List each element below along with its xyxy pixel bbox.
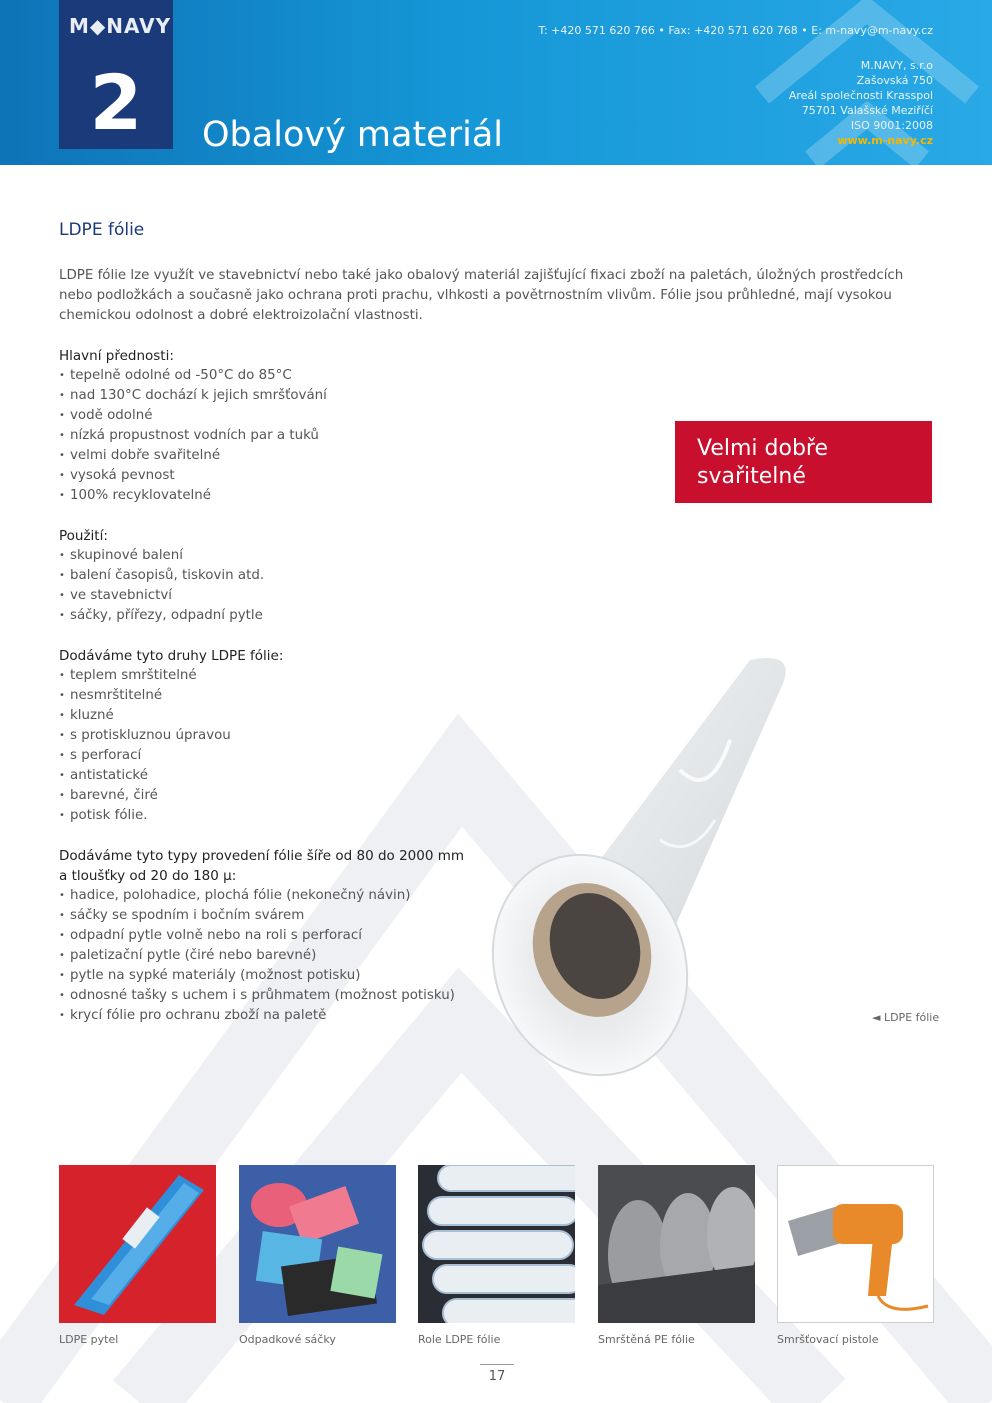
variants-heading [59, 846, 464, 886]
list-item: • odpadní pytle volně nebo na roli s perforací [59, 926, 464, 946]
list-item: • vodě odolné [59, 406, 327, 426]
highlight-callout [675, 421, 932, 503]
intro-paragraph: LDPE fólie lze využít ve stavebnictví nebo také jako obalový materiál zajišťující fixaci zboží na paletách, úložných prostředcích nebo podložkách a současně jako ochrana proti prachu, vlhkosti a povětrnostním vlivům. Fólie jsou průhledné, mají vysokou chemickou odolnost a dobré elektroizolační vlastnosti. [59, 268, 904, 323]
list-item: • skupinové balení [59, 546, 264, 566]
usage-list [59, 546, 264, 626]
brand-logo: M◆NAVY [69, 14, 172, 38]
list-item: • antistatické [59, 766, 283, 786]
website-link[interactable]: www.m-navy.cz [837, 134, 933, 147]
address-line: Zašovská 750 [856, 74, 933, 87]
list-item: • balení časopisů, tiskovin atd. [59, 566, 264, 586]
list-item: • vysoká pevnost [59, 466, 327, 486]
list-item: • potisk fólie. [59, 806, 283, 826]
ldpe-roll-image [480, 650, 800, 1090]
page-number: 17 [488, 1369, 506, 1384]
address-line: M.NAVY, s.r.o [860, 59, 933, 72]
list-item: • s perforací [59, 746, 283, 766]
advantages-heading: Hlavní přednosti: [59, 348, 174, 364]
list-item: • kluzné [59, 706, 283, 726]
thumbnail-caption: Smršťovací pistole [777, 1333, 879, 1346]
address-line: Areál společnosti Krasspol [788, 89, 933, 102]
list-item: • paletizační pytle (čiré nebo barevné) [59, 946, 464, 966]
thumbnail-shrink-gun [777, 1165, 934, 1323]
thumbnail-caption: Odpadkové sáčky [239, 1333, 336, 1346]
chapter-number: 2 [89, 58, 143, 147]
list-item: • barevné, čiré [59, 786, 283, 806]
list-item: • ve stavebnictví [59, 586, 264, 606]
callout-line2: svařitelné [697, 464, 806, 489]
page-header [0, 0, 992, 165]
address-line: 75701 Valašské Meziříčí [801, 104, 933, 117]
variants-heading-line2: a tloušťky od 20 do 180 µ: [59, 868, 237, 884]
list-item: • tepelně odolné od -50°C do 85°C [59, 366, 327, 386]
thumbnail-shrink-film [598, 1165, 755, 1323]
thumbnail-caption: Smrštěná PE fólie [598, 1333, 695, 1346]
advantages-block [59, 346, 327, 506]
usage-heading: Použití: [59, 528, 108, 544]
chapter-title: Obalový materiál [202, 115, 503, 155]
thumbnail-ldpe-bag [59, 1165, 216, 1323]
variants-heading-line1: Dodáváme tyto typy provedení fólie šíře od 80 do 2000 mm [59, 848, 465, 864]
thumbnail-caption: LDPE pytel [59, 1333, 119, 1346]
list-item: • 100% recyklovatelné [59, 486, 327, 506]
callout-line1: Velmi dobře [697, 436, 829, 461]
list-item: • sáčky, přířezy, odpadní pytle [59, 606, 264, 626]
address-line: ISO 9001:2008 [850, 119, 933, 132]
list-item: • nad 130°C dochází k jejich smršťování [59, 386, 327, 406]
list-item: • hadice, polohadice, plochá fólie (nekonečný návin) [59, 886, 464, 906]
list-item: • nesmrštitelné [59, 686, 283, 706]
types-list [59, 666, 283, 826]
thumbnail-waste-bags [239, 1165, 396, 1323]
list-item: • krycí fólie pro ochranu zboží na paletě [59, 1006, 464, 1026]
contact-info: T: +420 571 620 766 • Fax: +420 571 620 768 • E: m-navy@m-navy.cz [538, 24, 933, 37]
list-item: • teplem smrštitelné [59, 666, 283, 686]
page-number-divider [480, 1364, 514, 1365]
thumbnail-caption: Role LDPE fólie [418, 1333, 501, 1346]
variants-block [59, 846, 464, 1026]
section-title: LDPE fólie [59, 220, 145, 240]
list-item: • s protiskluznou úpravou [59, 726, 283, 746]
types-heading: Dodáváme tyto druhy LDPE fólie: [59, 648, 284, 664]
thumbnail-film-rolls [418, 1165, 575, 1323]
list-item: • sáčky se spodním i bočním svárem [59, 906, 464, 926]
list-item: • pytle na sypké materiály (možnost potisku) [59, 966, 464, 986]
chapter-badge [59, 0, 173, 149]
advantages-list [59, 366, 327, 506]
main-image-caption: ◄ LDPE fólie [872, 1011, 940, 1024]
variants-list [59, 886, 464, 1026]
usage-block [59, 526, 264, 626]
list-item: • nízká propustnost vodních par a tuků [59, 426, 327, 446]
types-block [59, 646, 283, 826]
list-item: • velmi dobře svařitelné [59, 446, 327, 466]
company-address [789, 58, 933, 148]
list-item: • odnosné tašky s uchem i s průhmatem (možnost potisku) [59, 986, 464, 1006]
